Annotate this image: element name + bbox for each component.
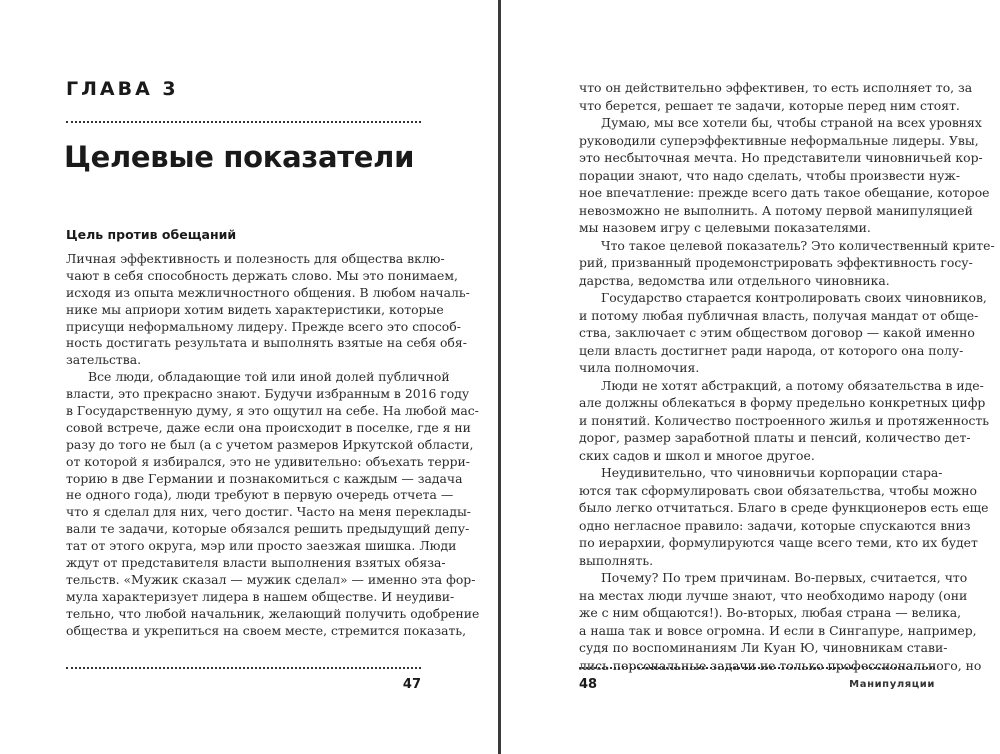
- footer-divider: [66, 667, 421, 669]
- text-line: дорог, размер заработной платы и пенсий, количество дет-: [579, 430, 971, 445]
- text-line: ских садов и школ и многое другое.: [579, 447, 815, 463]
- text-line: судя по воспоминаниям Ли Куан Ю, чиновникам стави-: [579, 640, 948, 655]
- text-line: разу до того не был (а с учетом размеров Иркутской области,: [66, 436, 474, 452]
- text-line: Неудивительно, что чиновничьи корпорации стара-: [601, 465, 943, 480]
- text-line: и понятий. Количество построенного жилья и протяженность: [579, 412, 990, 428]
- paragraph: [579, 114, 990, 237]
- text-line: общества и укрепиться на своем месте, стремится показать,: [66, 622, 467, 638]
- text-line: чила полномочия.: [579, 360, 700, 375]
- text-line: и потому любая публичная власть, получая мандат от обще-: [579, 307, 979, 323]
- text-line: одно негласное правило: задачи, которые спускаются вниз: [579, 517, 971, 533]
- text-line: исходя из опыта межличностного общения. В любом началь-: [66, 284, 470, 300]
- text-line: лись персональные задачи не только профессионального, но: [579, 657, 982, 673]
- text-line: чают в себя способность держать слово. Мы это понимаем,: [66, 267, 458, 283]
- text-line: совой встрече, даже если она происходит в поселке, где я ни: [66, 419, 471, 435]
- text-line: ное впечатление: прежде всего дать такое обещание, которое: [579, 185, 990, 200]
- right-body-text: [579, 79, 995, 674]
- text-line: тат от этого округа, мэр или просто заезжая шишка. Люди: [66, 538, 457, 554]
- paragraph: [66, 251, 470, 369]
- text-line: Личная эффективность и полезность для общества вклю-: [66, 251, 445, 266]
- text-line: тельств. «Мужик сказал — мужик сделал» — именно эта фор-: [66, 571, 476, 587]
- text-line: же с ним общаются!). Во-вторых, любая страна — велика,: [579, 605, 962, 620]
- text-line: власти, это прекрасно знают. Будучи избранным в 2016 году: [66, 386, 470, 402]
- text-line: что я сделал для них, чего достиг. Часто на меня переклады-: [66, 504, 471, 520]
- text-line: рий, призванный продемонстрировать эффективность госу-: [579, 255, 973, 270]
- text-line: присущи неформальному лидеру. Прежде всего это способ-: [66, 318, 461, 334]
- left-page: [0, 0, 499, 754]
- text-line: ность достигать результата и выполнять взятые на себя обя-: [66, 335, 467, 351]
- text-line: мы назовем игру с целевыми показателями.: [579, 220, 871, 235]
- text-line: торию в две Германии и познакомиться с каждым — задача: [66, 470, 463, 486]
- paragraph: [579, 289, 987, 377]
- text-line: что берется, решает те задачи, которые перед ним стоят.: [579, 97, 960, 113]
- text-line: что он действительно эффективен, то есть исполняет то, за: [579, 80, 973, 95]
- paragraph: [579, 464, 989, 569]
- text-line: было легко отчитаться. Благо в среде функционеров есть еще: [579, 500, 989, 515]
- paragraph: [579, 569, 982, 674]
- text-line: невозможно не выполнить. А потому первой манипуляцией: [579, 202, 973, 218]
- text-line: выполнять.: [579, 552, 654, 568]
- text-line: тельно, что любой начальник, желающий получить одобрение: [66, 605, 480, 621]
- text-line: порации знают, что надо сделать, чтобы произвести нуж-: [579, 167, 961, 183]
- text-line: дарства, ведомства или отдельного чиновника.: [579, 272, 890, 288]
- text-line: от которой я избирался, это не удивительно: объехать терри-: [66, 453, 470, 469]
- text-line: не одного года), люди требуют в первую очередь отчета —: [66, 487, 454, 503]
- page-number: 48: [579, 677, 598, 692]
- text-line: Все люди, обладающие той или иной долей публичной: [88, 369, 450, 385]
- text-line: але должны облекаться в форму предельно конкретных цифр: [579, 395, 986, 410]
- text-line: нике мы априори хотим видеть характеристики, которые: [66, 301, 444, 317]
- text-line: это несбыточная мечта. Но представители чиновничьей кор-: [579, 150, 983, 165]
- text-line: мула характеризует лидера в нашем обществе. И неудиви-: [66, 588, 455, 604]
- text-line: на местах люди лучше знают, что необходимо народу (они: [579, 587, 968, 603]
- chapter-divider: [66, 121, 421, 123]
- text-line: руководили суперэффективные неформальные лидеры. Увы,: [579, 132, 979, 148]
- text-line: зательства.: [66, 352, 142, 368]
- text-line: в Государственную думу, я это ощутил на себе. На любой мас-: [66, 403, 479, 419]
- text-line: цели власть достигнет ради народа, от которого она полу-: [579, 342, 964, 358]
- text-line: Почему? По трем причинам. Во-первых, считается, что: [601, 570, 968, 585]
- paragraph: [66, 369, 480, 639]
- paragraph: [579, 79, 973, 114]
- text-line: ства, заключает с этим обществом договор — какой именно: [579, 325, 975, 340]
- text-line: Что такое целевой показатель? Это количественный крите-: [601, 237, 995, 253]
- running-head: Манипуляции: [849, 679, 935, 690]
- text-line: ются так сформулировать свои обязательства, чтобы можно: [579, 482, 977, 498]
- text-line: по иерархии, формулируются чаще всего теми, кто их будет: [579, 535, 978, 550]
- chapter-title: Целевые показатели: [64, 140, 415, 174]
- text-line: Государство старается контролировать своих чиновников,: [601, 290, 987, 305]
- paragraph: [579, 377, 990, 465]
- paragraph: [579, 237, 995, 290]
- text-line: а наша так и вовсе огромна. И если в Сингапуре, например,: [579, 622, 977, 638]
- text-line: Думаю, мы все хотели бы, чтобы страной на всех уровнях: [601, 115, 982, 130]
- text-line: вали те задачи, которые обязался решить предыдущий депу-: [66, 521, 470, 537]
- text-line: Люди не хотят абстракций, а потому обязательства в иде-: [601, 377, 984, 393]
- left-body-text: [66, 251, 480, 639]
- section-heading: Цель против обещаний: [66, 227, 237, 242]
- text-line: ждут от представителя власти выполнения взятых обяза-: [66, 555, 446, 571]
- page-number: 47: [402, 677, 421, 692]
- chapter-label: ГЛАВА 3: [66, 78, 179, 100]
